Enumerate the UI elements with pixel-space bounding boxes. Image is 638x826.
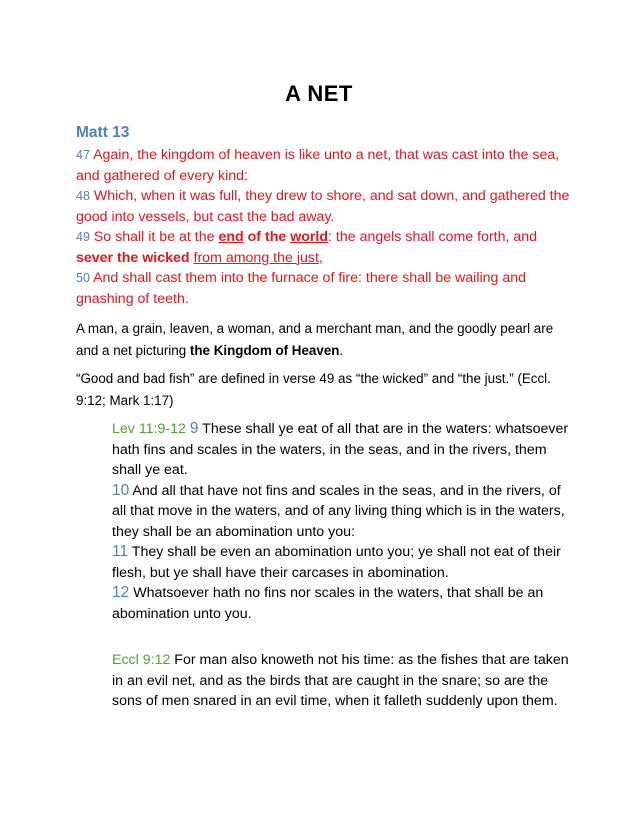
verse-49 [76, 227, 576, 268]
lev-verse-12 [112, 583, 570, 624]
body-paragraph-2 [76, 368, 576, 411]
emphasis-from-among: from among the just [193, 249, 319, 266]
eccl-passage [112, 650, 570, 712]
emphasis-of-the: of the [243, 229, 291, 245]
verse-text: Whatsoever hath no fins nor scales in the waters, that shall be an abomination unto you. [112, 585, 544, 622]
paragraph-text: A man, a grain, leaven, a woman, and a merchant man, and the goodly pearl are and a net picturing [76, 321, 554, 358]
emphasis-sever: sever the wicked [76, 249, 190, 266]
paragraph-end: . [339, 342, 344, 358]
body-paragraph-1 [76, 318, 576, 361]
lev-verse-11 [112, 542, 570, 583]
verse-text: And all that have not fins and scales in the seas, and in the rivers, of all that move in the waters, and of any living thing which is in the waters, they shall be an abomination unto you: [112, 482, 565, 540]
verse-48 [76, 186, 576, 227]
verse-text: These shall ye eat of all that are in the waters: whatsoever hath fins and scales in the waters, in the seas, and in the rivers, them shall ye eat. [112, 421, 569, 478]
scripture-reference-matt: Matt 13 [76, 124, 130, 141]
verse-text: They shall be even an abomination unto you; ye shall not eat of their flesh, but ye shall have their carcases in abomination. [112, 544, 561, 581]
verse-text: So shall it be at the [89, 229, 219, 245]
verse-number: 48 [76, 189, 90, 203]
lev-verse-9 [112, 419, 570, 481]
matt-verses [76, 145, 576, 309]
kingdom-emphasis: the Kingdom of Heaven [189, 342, 340, 358]
page-title: A NET [285, 81, 353, 106]
paragraph-text: “Good and bad fish” are defined in verse 49 as “the wicked” and “the just.” (Eccl. 9:12; Mark 1:17) [76, 371, 551, 408]
verse-47 [76, 145, 576, 186]
verse-number: 47 [76, 148, 90, 162]
verse-number: 11 [112, 543, 129, 560]
verse-number: 49 [76, 230, 90, 244]
verse-text: Which, when it was full, they drew to shore, and sat down, and gathered the good into vessels, but cast the bad away. [76, 188, 570, 225]
lev-passage [112, 419, 570, 624]
verse-text: Again, the kingdom of heaven is like unto a net, that was cast into the sea, and gathered of every kind: [76, 147, 560, 184]
scripture-reference-eccl: Eccl 9:12 [112, 652, 171, 668]
emphasis-end: end [218, 229, 244, 245]
verse-50 [76, 268, 576, 309]
verse-number: 9 [189, 420, 199, 437]
verse-text: : the angels shall come forth, and [328, 229, 538, 245]
verse-text: And shall cast them into the furnace of fire: there shall be wailing and gnashing of teeth. [76, 270, 527, 307]
lev-verse-10 [112, 481, 570, 543]
verse-number: 12 [112, 584, 130, 601]
scripture-reference-lev: Lev 11:9-12 [112, 421, 186, 437]
verse-text: , [318, 249, 323, 266]
verse-number: 50 [76, 271, 90, 285]
emphasis-world: world [290, 229, 329, 245]
verse-number: 10 [112, 481, 130, 499]
verse-text: For man also knoweth not his time: as the fishes that are taken in an evil net, and as the birds that are caught in the snare; so are the sons of men snared in an evil time, when it falleth suddenly upon them. [112, 652, 569, 709]
